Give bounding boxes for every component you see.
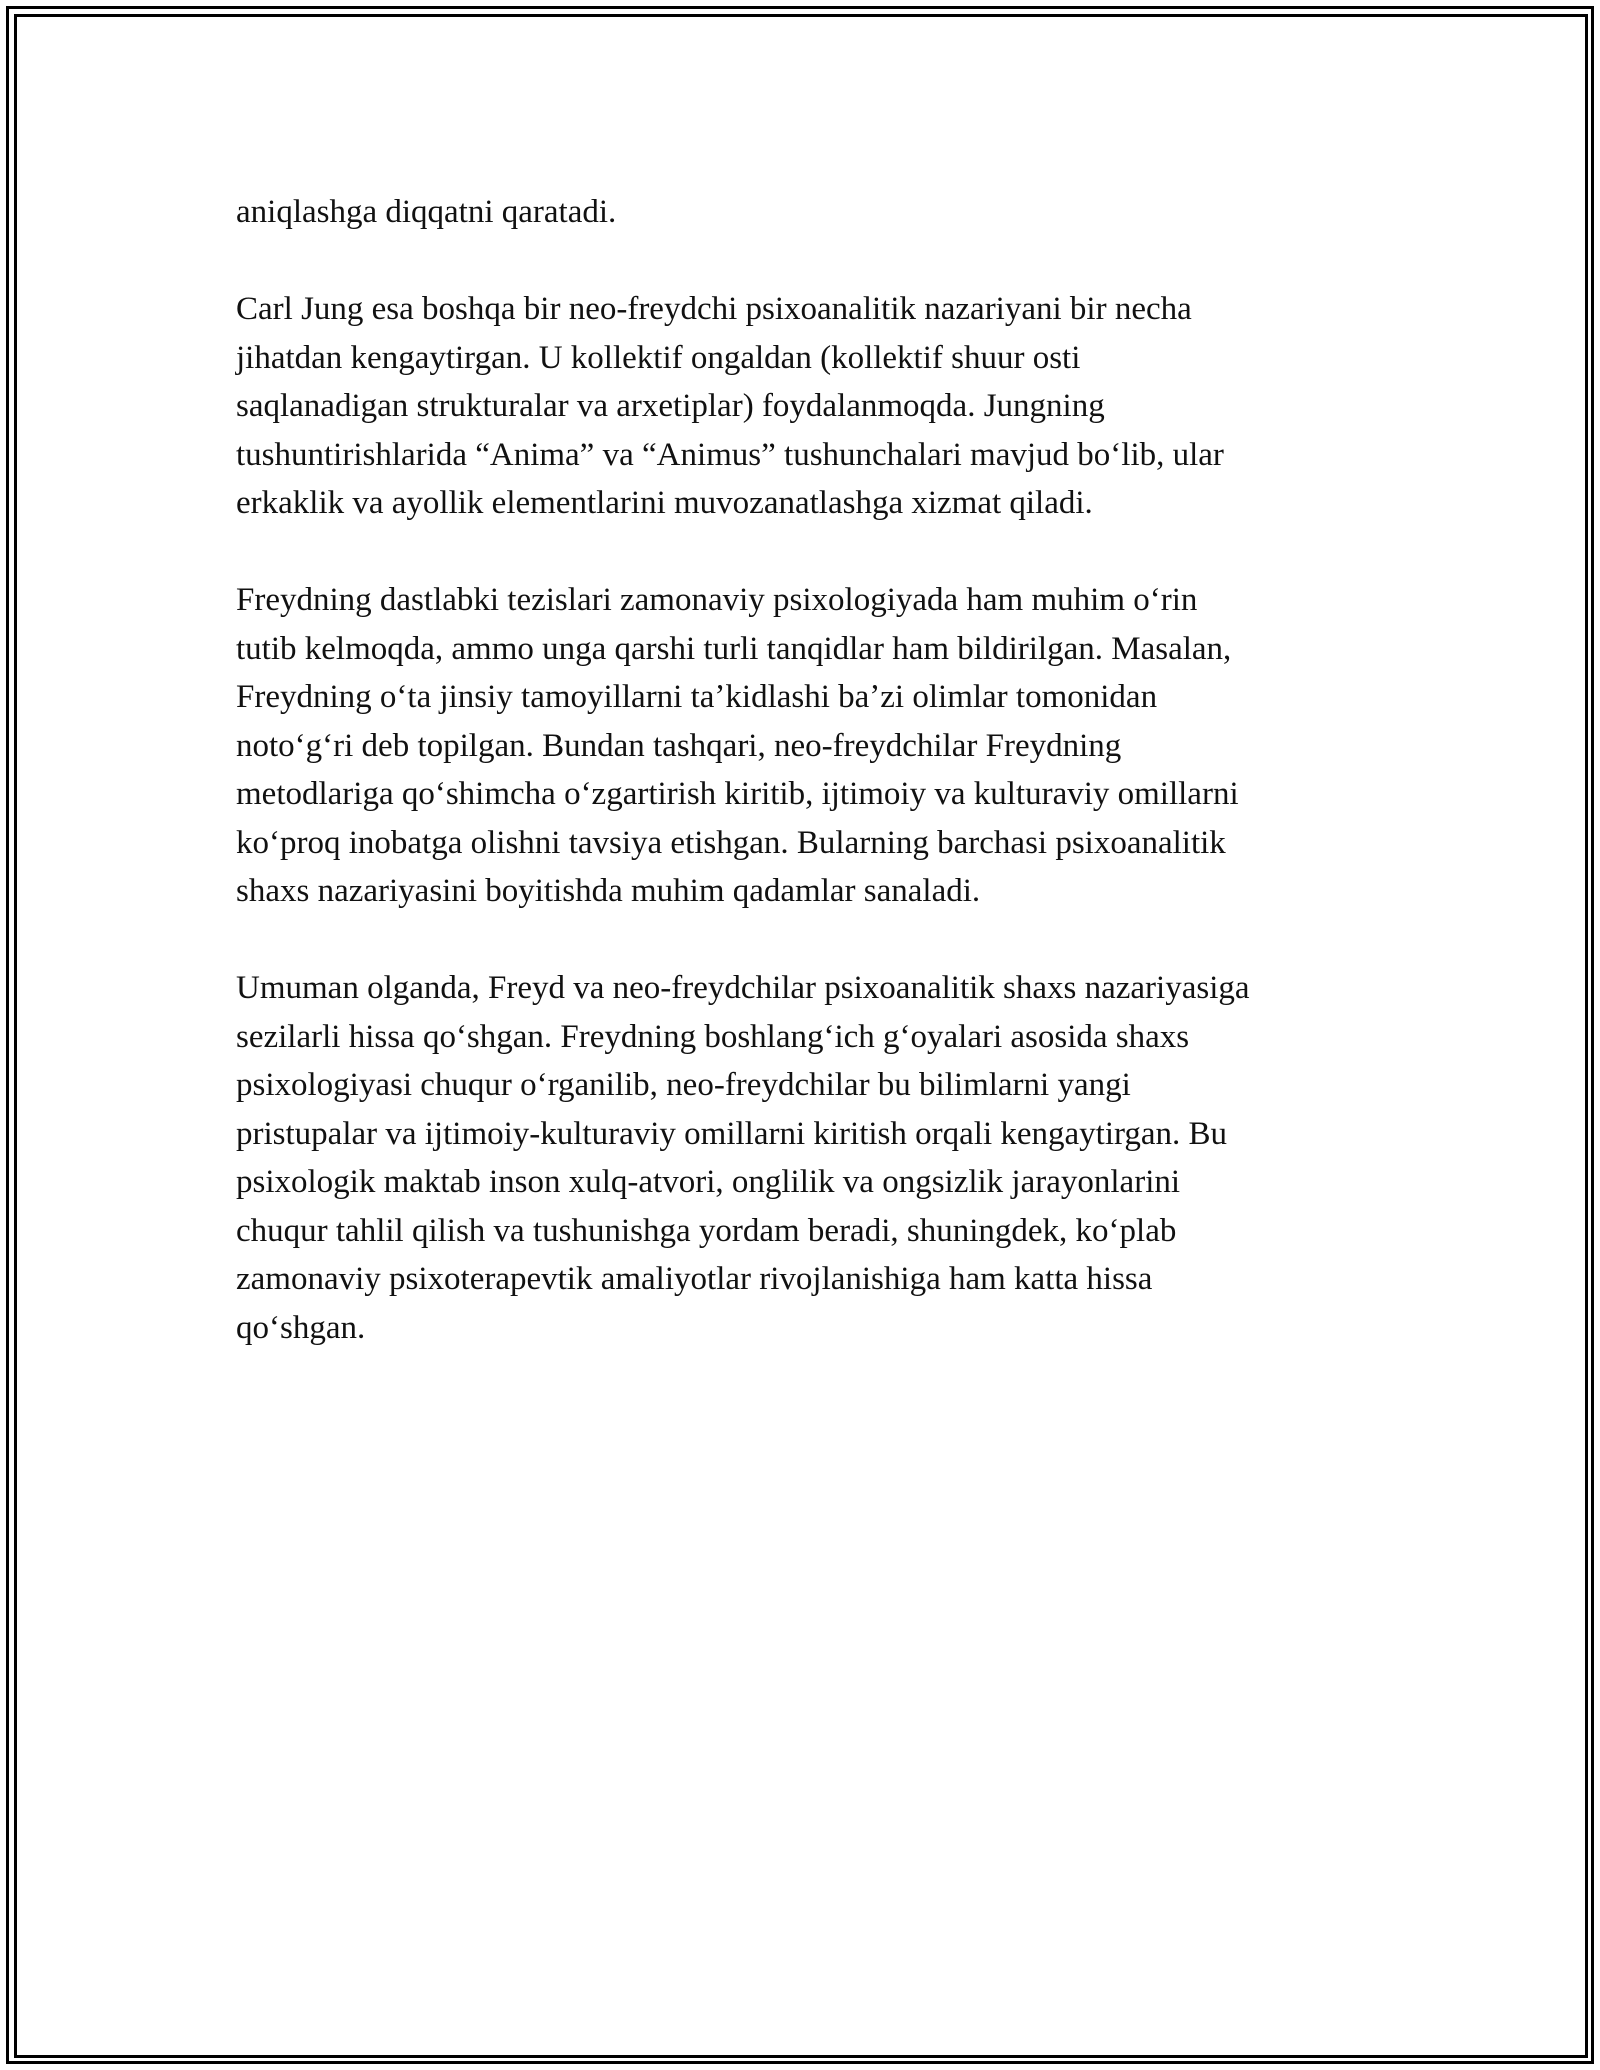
document-body bbox=[236, 188, 1376, 1401]
text-line: Freydning dastlabki tezislari zamonaviy psixologiyada ham muhim oʻrin bbox=[236, 582, 1198, 618]
text-line: Umuman olganda, Freyd va neo-freydchilar psixoanalitik shaxs nazariyasiga bbox=[236, 970, 1250, 1006]
text-line: qoʻshgan. bbox=[236, 1309, 366, 1346]
text-line: Carl Jung esa boshqa bir neo-freydchi psixoanalitik nazariyani bir necha bbox=[236, 291, 1192, 327]
text-line: sezilarli hissa qoʻshgan. Freydning boshlangʻich gʻoyalari asosida shaxs bbox=[236, 1018, 1190, 1055]
text-line: tushuntirishlarida “Anima” va “Animus” tushunchalari mavjud boʻlib, ular bbox=[236, 436, 1224, 473]
text-line: aniqlashga diqqatni qaratadi. bbox=[236, 194, 617, 230]
text-line: metodlariga qoʻshimcha oʻzgartirish kiritib, ijtimoiy va kulturaviy omillarni bbox=[236, 776, 1239, 812]
text-line: koʻproq inobatga olishni tavsiya etishgan. Bularning barchasi psixoanalitik bbox=[236, 824, 1226, 861]
text-line: pristupalar va ijtimoiy-kulturaviy omillarni kiritish orqali kengaytirgan. Bu bbox=[236, 1115, 1228, 1152]
paragraph-4 bbox=[236, 964, 1376, 1352]
text-line: tutib kelmoqda, ammo unga qarshi turli tanqidlar ham bildirilgan. Masalan, bbox=[236, 630, 1232, 667]
paragraph-3 bbox=[236, 576, 1376, 916]
text-line: zamonaviy psixoterapevtik amaliyotlar rivojlanishiga ham katta hissa bbox=[236, 1261, 1153, 1297]
text-line: psixologiyasi chuqur oʻrganilib, neo-freydchilar bu bilimlarni yangi bbox=[236, 1067, 1131, 1103]
text-line: chuqur tahlil qilish va tushunishga yordam beradi, shuningdek, koʻplab bbox=[236, 1212, 1177, 1249]
text-line: saqlanadigan strukturalar va arxetiplar) foydalanmoqda. Jungning bbox=[236, 388, 1105, 424]
paragraph-1 bbox=[236, 188, 1376, 237]
text-line: erkaklik va ayollik elementlarini muvozanatlashga xizmat qiladi. bbox=[236, 485, 1093, 521]
paragraph-2 bbox=[236, 285, 1376, 528]
text-line: shaxs nazariyasini boyitishda muhim qadamlar sanaladi. bbox=[236, 873, 981, 909]
text-line: jihatdan kengaytirgan. U kollektif ongaldan (kollektif shuur osti bbox=[236, 339, 1081, 376]
text-line: notoʻgʻri deb topilgan. Bundan tashqari, neo-freydchilar Freydning bbox=[236, 727, 1122, 764]
text-line: Freydning oʻta jinsiy tamoyillarni taʼkidlashi baʼzi olimlar tomonidan bbox=[236, 679, 1158, 715]
text-line: psixologik maktab inson xulq-atvori, onglilik va ongsizlik jarayonlarini bbox=[236, 1164, 1181, 1200]
